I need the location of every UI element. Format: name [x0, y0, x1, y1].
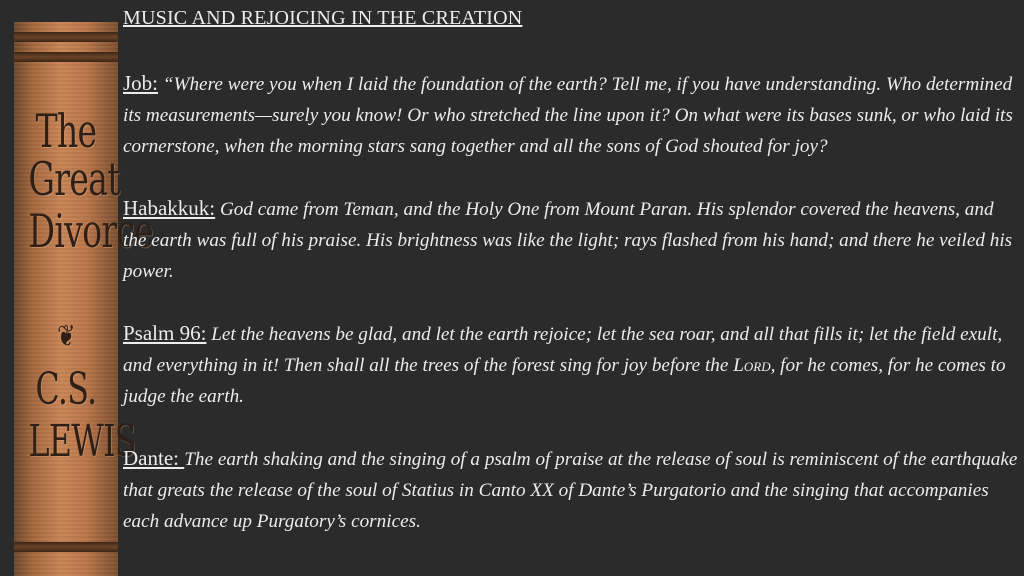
book-title-word: The — [35, 104, 97, 158]
ornament-icon: ❦ — [57, 319, 75, 354]
habakkuk-quote: God came from Teman, and the Holy One from Mount Paran. His splendor covered the heavens, and the earth was full of his praise. His brightness was like the light; rays flashed from his hand; and there he veiled his power. — [123, 199, 1013, 282]
dante-paragraph — [123, 443, 1019, 537]
text-content — [123, 4, 1019, 537]
job-paragraph — [123, 68, 1019, 162]
psalm-label: Psalm 96: — [123, 321, 207, 345]
book-title-word: Divorce — [28, 204, 154, 258]
habakkuk-paragraph — [123, 193, 1019, 287]
dante-text: The earth shaking and the singing of a psalm of praise at the release of soul is reminiscent of the earthquake that greats the release of the soul of Statius in Canto XX of Dante’s Purgatorio and the singing that accompanies each advance up Purgatory’s cornices. — [123, 449, 1018, 532]
psalm-quote-start: Let the heavens be glad, and let the earth rejoice; let the sea roar, and all that fills it; let the field exult, and everything in it! Then shall all the trees of the forest sing for joy before the — [123, 324, 1003, 376]
spine-band — [14, 32, 118, 42]
psalm-quote-end: , for he comes, for he comes to judge the earth. — [123, 355, 1006, 407]
psalm-paragraph — [123, 318, 1019, 412]
spine-band — [14, 542, 118, 552]
habakkuk-label: Habakkuk: — [123, 196, 216, 220]
page-title: MUSIC AND REJOICING IN THE CREATION — [123, 7, 523, 29]
job-quote: “Where were you when I laid the foundation of the earth? Tell me, if you have understanding. Who determined its measurements—surely you know! Or who stretched the line upon it? On what were its bases sunk, or who laid its cornerstone, when the morning stars sang together and all the sons of God shouted for joy? — [123, 74, 1013, 157]
psalm-lord: Lord — [733, 355, 771, 376]
book-author-name: LEWIS — [28, 416, 136, 467]
dante-label: Dante: — [123, 446, 185, 470]
book-title-word: Great — [28, 152, 120, 206]
spine-band — [14, 52, 118, 62]
book-author-initials: C.S. — [35, 364, 97, 415]
job-label: Job: — [123, 71, 159, 95]
